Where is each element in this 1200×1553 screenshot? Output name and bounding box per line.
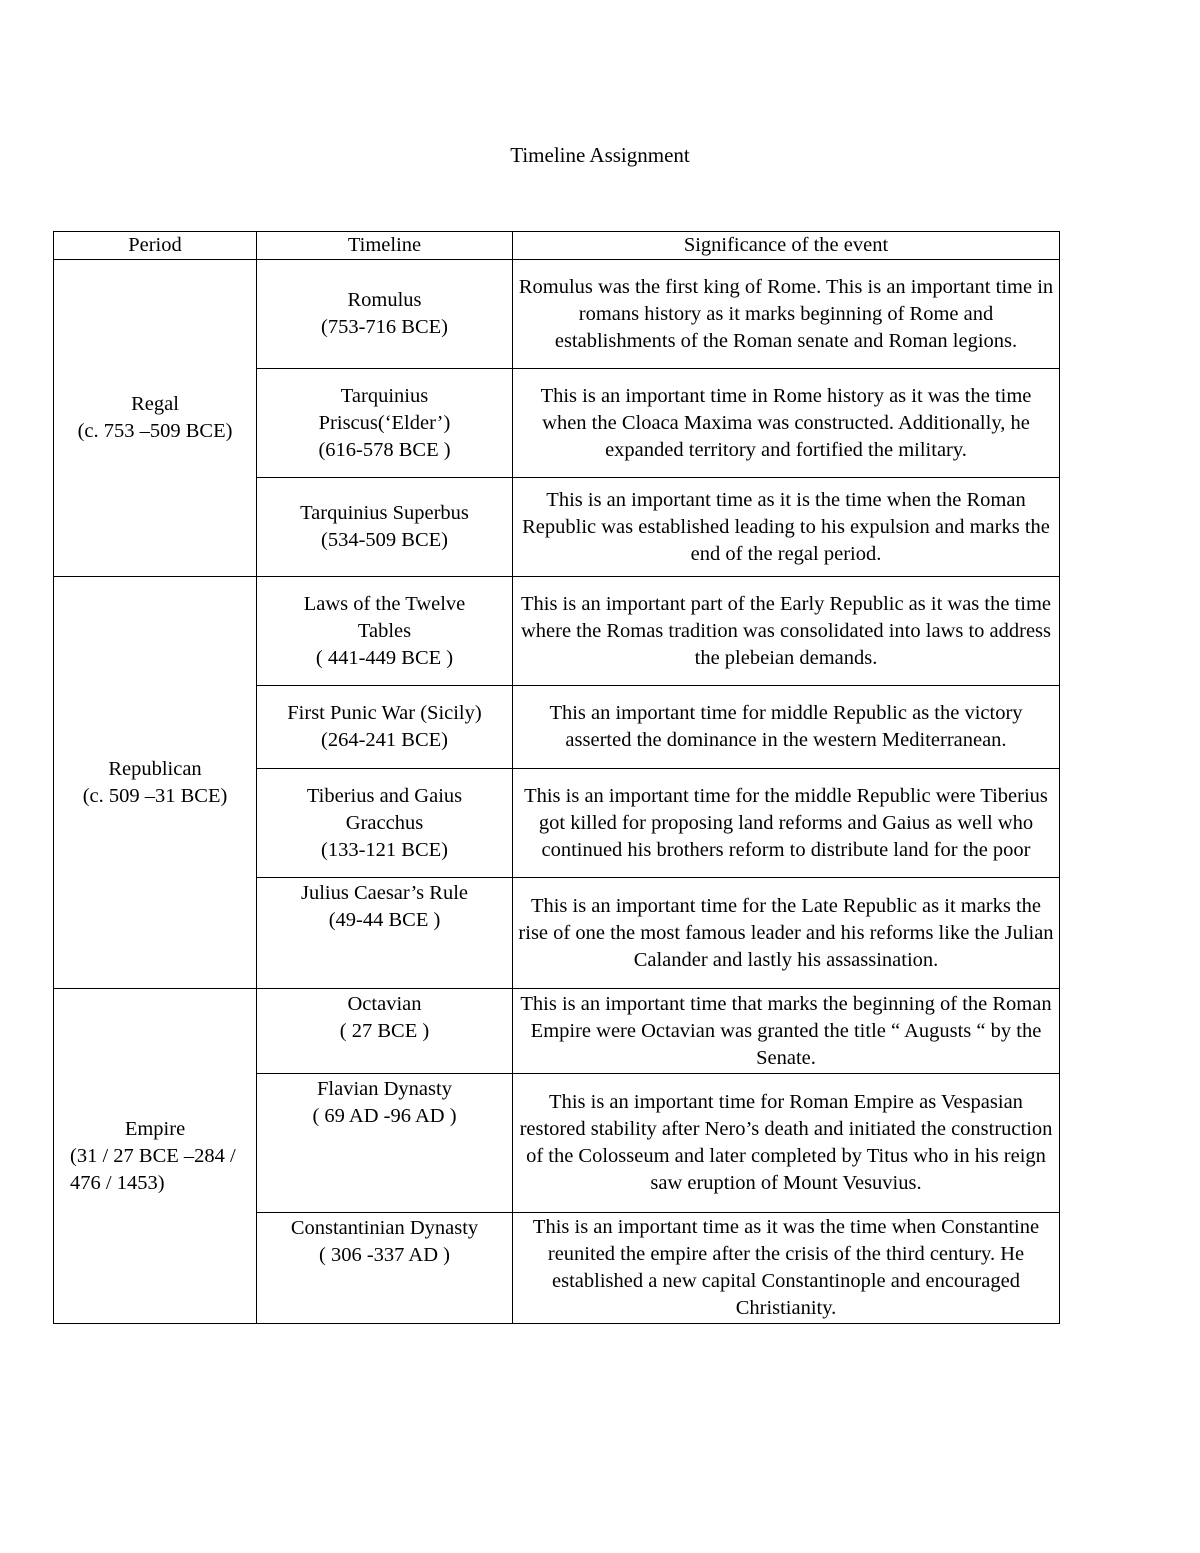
table-row — [54, 577, 1060, 686]
event-name: Laws of the Twelve Tables — [303, 592, 466, 642]
timeline-table — [53, 231, 1060, 1324]
event-dates: ( 306 -337 AD ) — [319, 1244, 450, 1266]
event-dates: (753-716 BCE) — [321, 316, 448, 338]
header-significance: Significance of the event — [513, 232, 1060, 260]
header-timeline: Timeline — [257, 232, 513, 260]
event-name: Tarquinius Superbus — [300, 502, 469, 524]
period-name: Republican — [108, 757, 202, 780]
significance-cell: Romulus was the first king of Rome. This is an important time in romans history as it marks beginning of Rome and establishments of the Roman senate and Roman legions. — [513, 260, 1060, 369]
significance-cell: This is an important time for the middle Republic were Tiberius got killed for proposing land reforms and Gaius as well who continued his brothers reform to distribute land for the poor — [513, 769, 1060, 878]
event-name: Octavian — [347, 993, 422, 1015]
event-cell — [257, 1213, 513, 1324]
event-cell — [257, 989, 513, 1074]
event-dates: ( 441-449 BCE ) — [315, 646, 454, 669]
event-cell — [257, 478, 513, 577]
significance-cell: This is an important time that marks the beginning of the Roman Empire were Octavian was granted the title “ Augusts “ by the Senate. — [513, 989, 1060, 1074]
event-cell — [257, 769, 513, 878]
significance-cell: This is an important time as it is the time when the Roman Republic was established leading to his expulsion and marks the end of the regal period. — [513, 478, 1060, 577]
event-name: Julius Caesar’s Rule — [300, 882, 469, 904]
significance-cell: This is an important time for the Late Republic as it marks the rise of one the most famous leader and his reforms like the Julian Calander and lastly his assassination. — [513, 878, 1060, 989]
table-row — [54, 989, 1060, 1074]
event-dates: (616-578 BCE ) — [318, 438, 451, 461]
table-row — [54, 260, 1060, 369]
period-range: (c. 509 –31 BCE) — [82, 784, 228, 807]
period-cell-empire — [54, 989, 257, 1324]
event-cell — [257, 260, 513, 369]
event-dates: ( 27 BCE ) — [339, 1020, 430, 1042]
period-cell-regal — [54, 260, 257, 577]
event-cell — [257, 686, 513, 769]
header-period: Period — [54, 232, 257, 260]
period-range: (c. 753 –509 BCE) — [77, 420, 233, 442]
document-title: Timeline Assignment — [510, 143, 690, 167]
event-name: Constantinian Dynasty — [290, 1217, 479, 1239]
event-name: First Punic War (Sicily) — [287, 702, 482, 724]
period-range: (31 / 27 BCE –284 / 476 / 1453) — [70, 1144, 236, 1194]
event-dates: (534-509 BCE) — [321, 529, 448, 551]
period-cell-republican — [54, 577, 257, 989]
event-name: Flavian Dynasty — [317, 1078, 452, 1100]
event-name: Tarquinius Priscus(‘Elder’) — [318, 384, 451, 434]
event-cell — [257, 878, 513, 989]
significance-cell: This is an important time as it was the time when Constantine reunited the empire after the crisis of the third century. He established a new capital Constantinople and encouraged Christianity. — [513, 1213, 1060, 1324]
event-dates: ( 69 AD -96 AD ) — [312, 1105, 457, 1127]
event-dates: (264-241 BCE) — [321, 729, 448, 751]
event-cell — [257, 1074, 513, 1213]
table-header-row — [54, 232, 1060, 260]
significance-cell: This is an important time in Rome history as it was the time when the Cloaca Maxima was constructed. Additionally, he expanded territory and fortified the military. — [513, 369, 1060, 478]
event-name: Tiberius and Gaius Gracchus — [306, 784, 463, 834]
event-dates: (49-44 BCE ) — [328, 909, 441, 931]
event-name: Romulus — [347, 289, 422, 311]
period-name: Empire — [124, 1117, 186, 1140]
event-cell — [257, 369, 513, 478]
event-dates: (133-121 BCE) — [321, 838, 448, 861]
period-name: Regal — [131, 393, 179, 415]
event-cell — [257, 577, 513, 686]
significance-cell: This an important time for middle Republic as the victory asserted the dominance in the western Mediterranean. — [513, 686, 1060, 769]
significance-cell: This is an important part of the Early Republic as it was the time where the Romas tradition was consolidated into laws to address the plebeian demands. — [513, 577, 1060, 686]
significance-cell: This is an important time for Roman Empire as Vespasian restored stability after Nero’s death and initiated the construction of the Colosseum and later completed by Titus who in his reign saw eruption of Mount Vesuvius. — [513, 1074, 1060, 1213]
